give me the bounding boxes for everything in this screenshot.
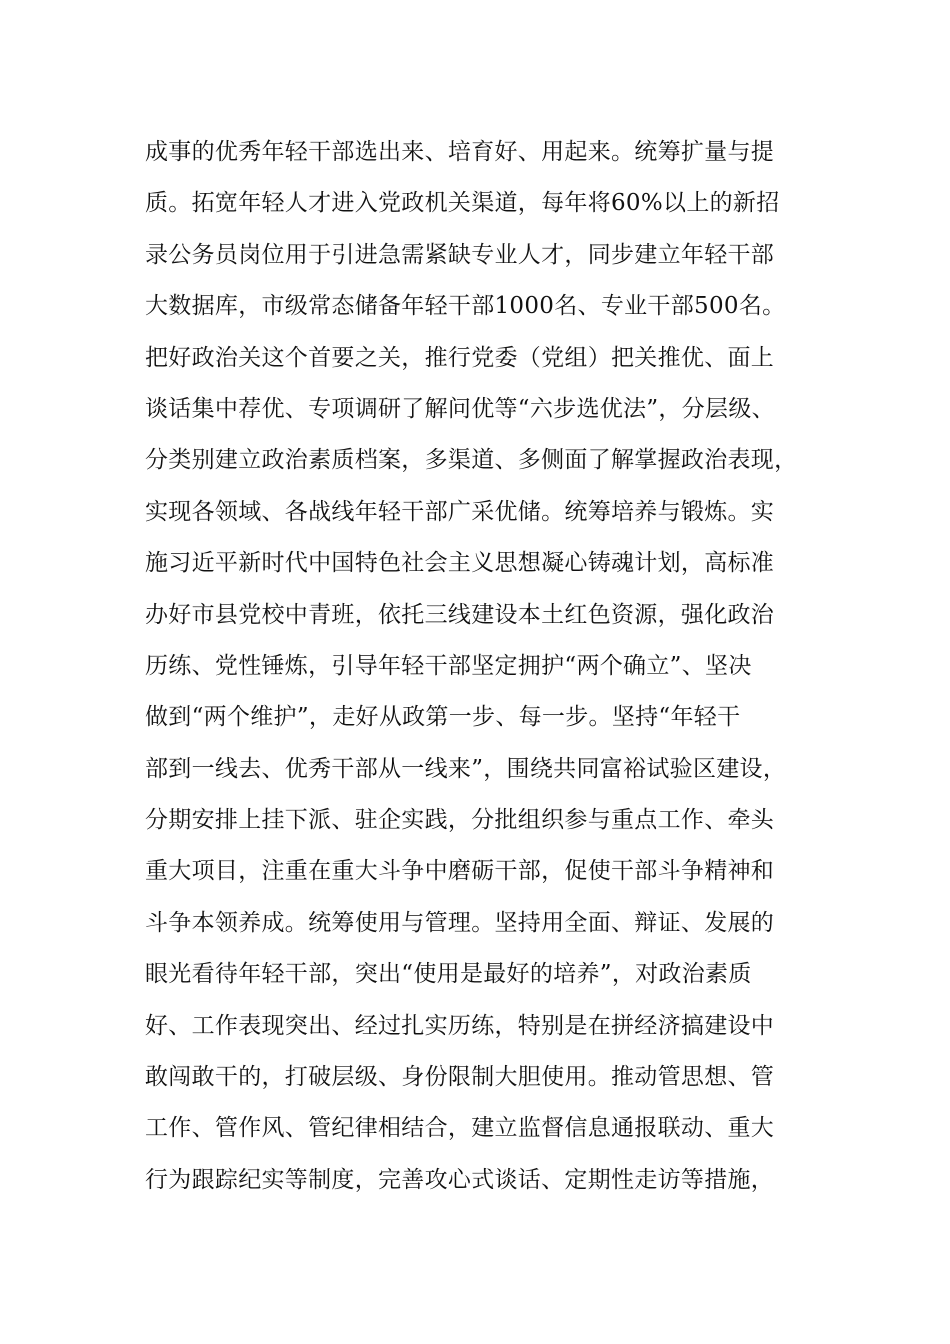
body-text <box>145 131 815 1210</box>
text-line: 谈话集中荐优、专项调研了解问优等“六步选优法”，分层级、 <box>145 395 775 422</box>
text-line: 成事的优秀年轻干部选出来、培育好、用起来。统筹扩量与提 <box>145 139 775 165</box>
text-line: 敢闯敢干的，打破层级、身份限制大胆使用。推动管思想、管 <box>145 1064 775 1091</box>
text-line: 录公务员岗位用于引进急需紧缺专业人才，同步建立年轻干部 <box>145 241 775 268</box>
text-line: 分类别建立政治素质档案，多渠道、多侧面了解掌握政治表现， <box>145 447 798 474</box>
text-line: 行为跟踪纪实等制度，完善攻心式谈话、定期性走访等措施， <box>145 1166 775 1193</box>
text-line: 施习近平新时代中国特色社会主义思想凝心铸魂计划，高标准 <box>145 550 775 577</box>
text-line: 重大项目，注重在重大斗争中磨砺干部，促使干部斗争精神和 <box>145 858 775 885</box>
text-line: 眼光看待年轻干部，突出“使用是最好的培养”，对政治素质 <box>145 961 752 988</box>
text-line: 实现各领域、各战线年轻干部广采优储。统筹培养与锻炼。实 <box>145 498 775 525</box>
text-line: 办好市县党校中青班，依托三线建设本土红色资源，强化政治 <box>145 601 775 628</box>
text-line: 大数据库，市级常态储备年轻干部1000名、专业干部500名。 <box>145 293 786 320</box>
text-line: 做到“两个维护”，走好从政第一步、每一步。坚持“年轻干 <box>145 704 741 731</box>
text-line: 质。拓宽年轻人才进入党政机关渠道，每年将60%以上的新招 <box>145 190 780 217</box>
text-line: 斗争本领养成。统筹使用与管理。坚持用全面、辩证、发展的 <box>145 909 775 936</box>
text-line: 工作、管作风、管纪律相结合，建立监督信息通报联动、重大 <box>145 1115 775 1142</box>
text-line: 部到一线去、优秀干部从一线来”，围绕共同富裕试验区建设， <box>145 755 787 782</box>
text-line: 历练、党性锤炼，引导年轻干部坚定拥护“两个确立”、坚决 <box>145 652 752 679</box>
text-line: 分期安排上挂下派、驻企实践，分批组织参与重点工作、牵头 <box>145 807 775 834</box>
text-line: 把好政治关这个首要之关，推行党委（党组）把关推优、面上 <box>145 344 775 371</box>
text-line: 好、工作表现突出、经过扎实历练，特别是在拼经济搞建设中 <box>145 1012 775 1039</box>
